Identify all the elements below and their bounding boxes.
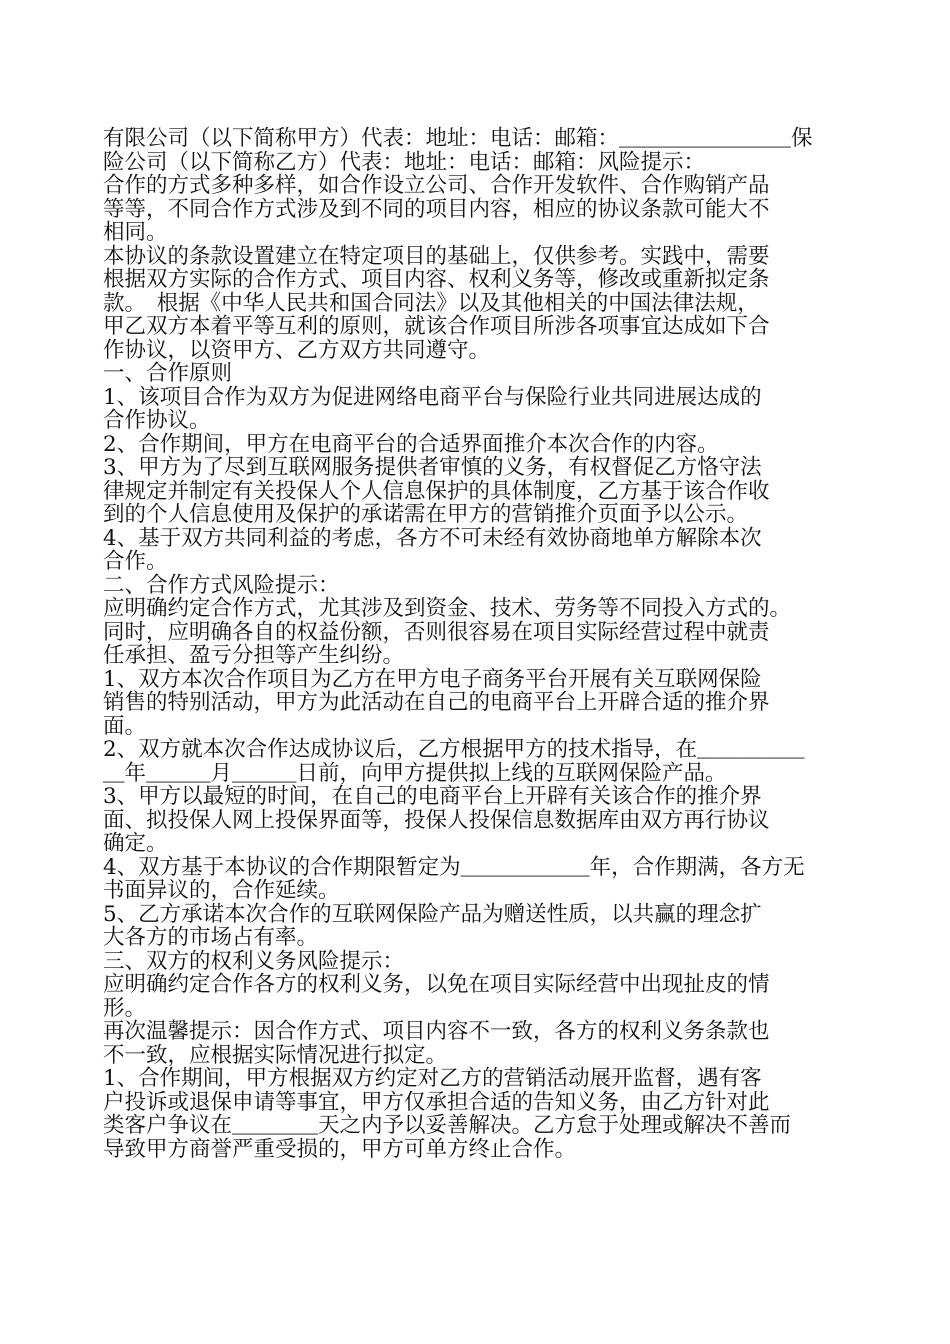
text-line: 本协议的条款设置建立在特定项目的基础上，仅供参考。实践中，需要 — [103, 243, 770, 269]
text-line: 应明确约定合作各方的权利义务，以免在项目实际经营中出现扯皮的情 — [103, 972, 770, 997]
text-line: ＿年＿＿＿月＿＿＿日前，向甲方提供拟上线的互联网保险产品。 — [103, 760, 727, 786]
text-line: 类客户争议在＿＿＿＿天之内予以妥善解决。乙方怠于处理或解决不善而 — [103, 1113, 792, 1138]
text-line: 1、双方本次合作项目为乙方在甲方电子商务平台开展有关互联网保险 — [103, 666, 762, 692]
text-line: 书面异议的，合作延续。 — [103, 878, 340, 903]
text-line: 导致甲方商誉严重受损的，甲方可单方终止合作。 — [103, 1136, 577, 1162]
text-line: 合作协议。 — [103, 408, 211, 433]
text-line: 险公司（以下简称乙方）代表：地址：电话：邮箱：风险提示： — [103, 149, 706, 175]
text-line: 到的个人信息使用及保护的承诺需在甲方的营销推介页面予以公示。 — [103, 502, 749, 527]
text-line: 2、双方就本次合作达成协议后，乙方根据甲方的技术指导，在＿＿＿＿＿ — [103, 737, 805, 762]
section-heading: 三、双方的权利义务风险提示： — [103, 948, 405, 974]
text-line: 确定。 — [103, 831, 168, 856]
text-line: 1、合作期间，甲方根据双方约定对乙方的营销活动展开监督，遇有客 — [103, 1066, 762, 1091]
text-line: 面、拟投保人网上投保界面等，投保人投保信息数据库由双方再行协议 — [103, 807, 770, 833]
text-line: 2、合作期间，甲方在电商平台的合适界面推介本次合作的内容。 — [103, 431, 719, 457]
text-line: 不一致，应根据实际情况进行拟定。 — [103, 1042, 448, 1068]
text-line: 3、甲方以最短的时间，在自己的电商平台上开辟有关该合作的推介界 — [103, 784, 762, 809]
text-line: 销售的特别活动，甲方为此活动在自己的电商平台上开辟合适的推介界 — [103, 690, 770, 715]
text-line: 形。 — [103, 995, 147, 1021]
text-line: 根据双方实际的合作方式、项目内容、权利义务等，修改或重新拟定条 — [103, 267, 770, 292]
text-line: 5、乙方承诺本次合作的互联网保险产品为赠送性质，以共赢的理念扩 — [103, 901, 762, 927]
document-body — [103, 127, 855, 1161]
text-line: 律规定并制定有关投保人个人信息保护的具体制度，乙方基于该合作收 — [103, 478, 770, 504]
text-line: 3、甲方为了尽到互联网服务提供者审慎的义务，有权督促乙方恪守法 — [103, 455, 762, 480]
text-line: 4、双方基于本协议的合作期限暂定为＿＿＿＿＿＿年，合作期满，各方无 — [103, 854, 805, 880]
section-heading: 一、合作原则 — [103, 361, 233, 386]
text-line: 大各方的市场占有率。 — [103, 925, 319, 950]
text-line: 款。 根据《中华人民共和国合同法》以及其他相关的中国法律法规， — [103, 290, 759, 316]
text-line: 1、该项目合作为双方为促进网络电商平台与保险行业共同进展达成的 — [103, 384, 762, 410]
text-line: 任承担、盈亏分担等产生纠纷。 — [103, 643, 405, 668]
section-heading: 二、合作方式风险提示： — [103, 572, 340, 598]
text-line: 合作。 — [103, 549, 168, 574]
text-line: 再次温馨提示：因合作方式、项目内容不一致，各方的权利义务条款也 — [103, 1019, 770, 1044]
text-line: 同时，应明确各自的权益份额，否则很容易在项目实际经营过程中就责 — [103, 619, 770, 645]
text-line: 户投诉或退保申请等事宜，甲方仅承担合适的告知义务，由乙方针对此 — [103, 1089, 770, 1115]
text-line: 有限公司（以下简称甲方）代表：地址：电话：邮箱：＿＿＿＿＿＿＿＿保 — [103, 126, 813, 151]
text-line: 等等，不同合作方式涉及到不同的项目内容，相应的协议条款可能大不 — [103, 196, 770, 222]
text-line: 应明确约定合作方式，尤其涉及到资金、技术、劳务等不同投入方式的。 — [103, 596, 792, 621]
text-line: 作协议，以资甲方、乙方双方共同遵守。 — [103, 337, 491, 363]
text-line: 4、基于双方共同利益的考虑，各方不可未经有效协商地单方解除本次 — [103, 525, 762, 551]
text-line: 合作的方式多种多样，如合作设立公司、合作开发软件、合作购销产品 — [103, 173, 770, 198]
text-line: 相同。 — [103, 220, 168, 245]
text-line: 甲乙双方本着平等互利的原则，就该合作项目所涉各项事宜达成如下合 — [103, 314, 770, 339]
text-line: 面。 — [103, 713, 147, 739]
